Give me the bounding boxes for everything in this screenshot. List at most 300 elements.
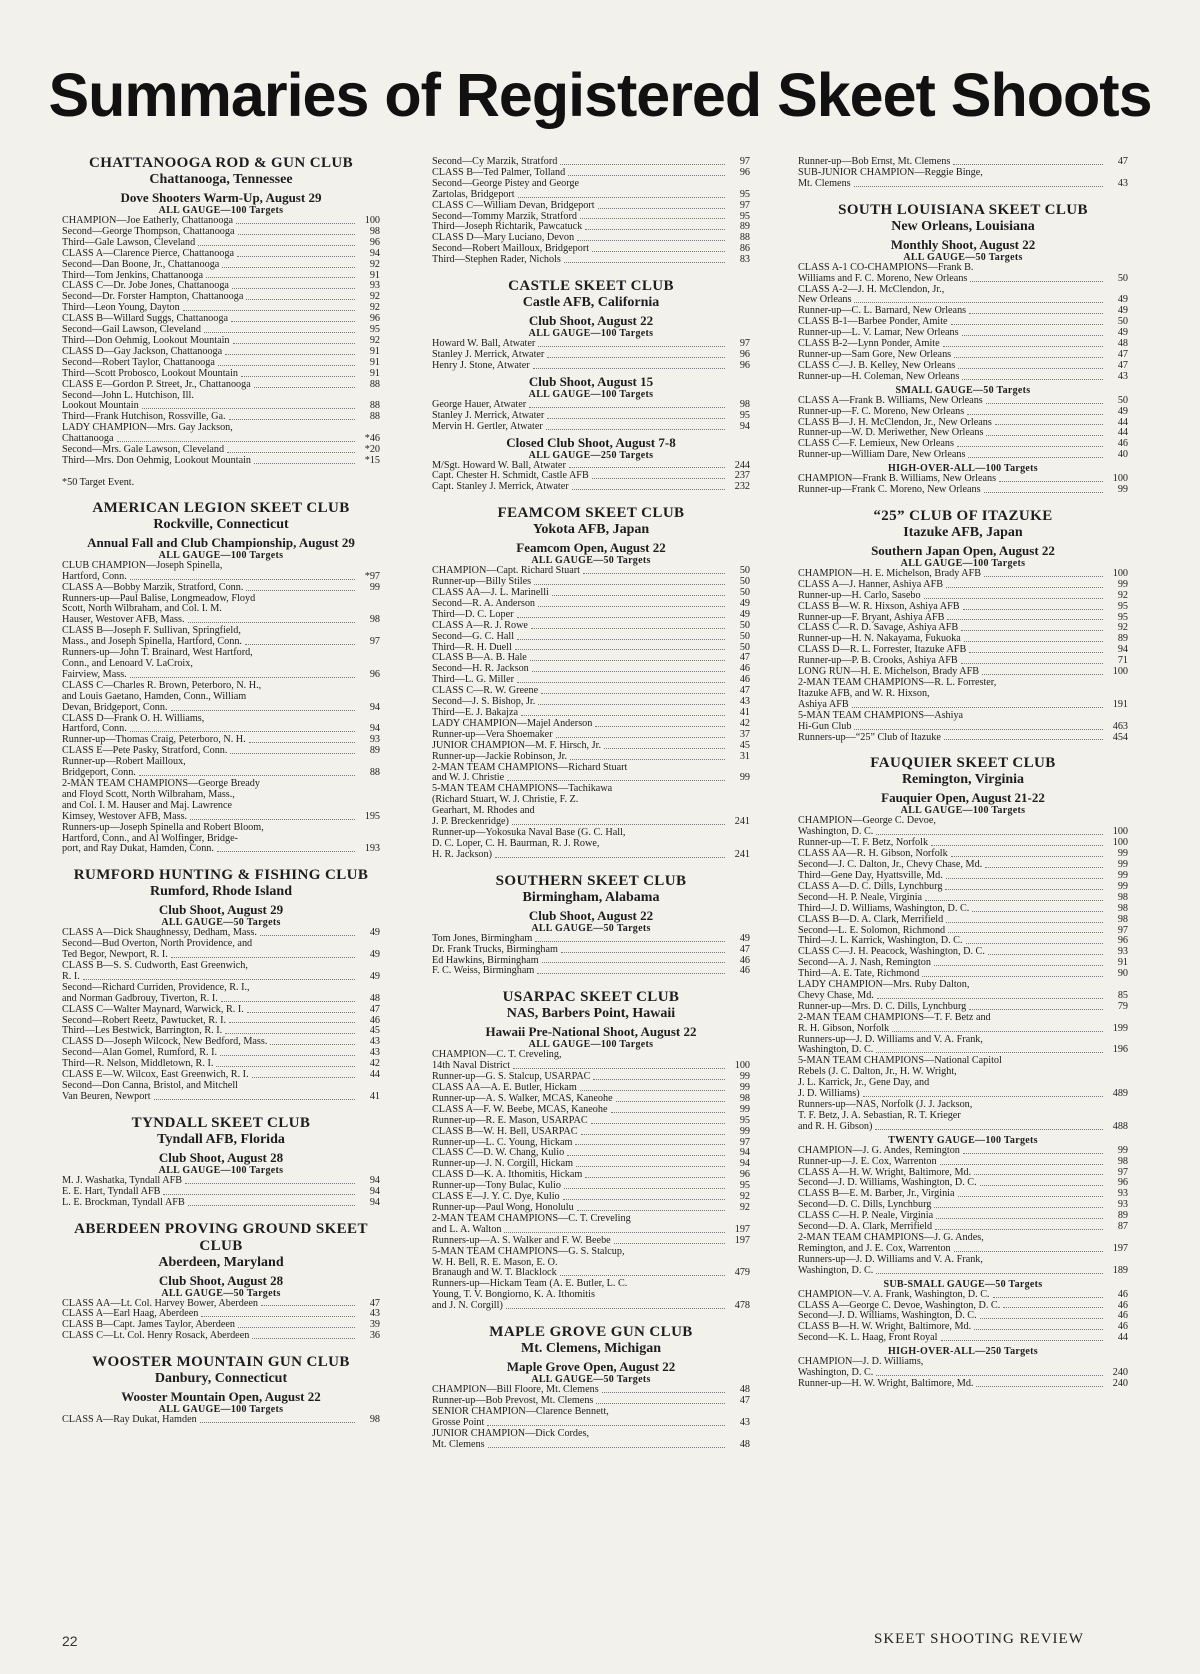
result-score: 42 [739, 717, 750, 729]
result-row [432, 411, 750, 422]
result-score: 95 [1117, 611, 1128, 623]
result-score: 240 [1112, 1377, 1128, 1389]
dot-leader [954, 1251, 1103, 1252]
dot-leader [946, 878, 1103, 879]
result-name: LADY CHAMPION—Majel Anderson [432, 717, 593, 729]
result-score: 43 [739, 1416, 750, 1428]
dot-leader [988, 954, 1103, 955]
dot-leader [552, 595, 725, 596]
result-name: Runner-up—H. Coleman, New Orleans [798, 370, 960, 382]
result-name: Washington, D. C. [798, 1044, 874, 1056]
club-location: Birmingham, Alabama [522, 889, 660, 905]
result-row [432, 201, 750, 212]
result-score: 488 [1112, 1120, 1128, 1132]
result-name: Third—A. E. Tate, Richmond [798, 968, 920, 980]
result-score: 92 [369, 334, 380, 346]
result-score: 92 [1117, 589, 1128, 601]
dot-leader [935, 1229, 1103, 1230]
result-score: 91 [369, 345, 380, 357]
dot-leader [614, 1243, 725, 1244]
dot-leader [201, 1316, 355, 1317]
result-name: and W. J. Christie [432, 772, 505, 784]
result-row [62, 456, 380, 467]
result-name: and Norman Gadbrouy, Tiverton, R. I. [62, 992, 218, 1004]
result-score: 49 [739, 597, 750, 609]
dot-leader [961, 630, 1103, 631]
result-row [62, 812, 380, 823]
result-name: CLASS B-2—Lynn Ponder, Amite [798, 338, 940, 350]
result-score: 97 [739, 1136, 750, 1148]
result-row [432, 1236, 750, 1247]
club-location: NAS, Barbers Point, Hawaii [506, 1006, 676, 1022]
dot-leader [969, 652, 1103, 653]
result-name: Runner-up—Thomas Craig, Peterboro, N. H. [62, 734, 246, 746]
club-section [62, 1354, 380, 1426]
dot-leader [531, 628, 725, 629]
result-score: 89 [369, 745, 380, 757]
club-section [62, 155, 380, 488]
event-gauge: ALL GAUGE—100 Targets [528, 388, 654, 400]
club-name: SOUTH LOUISIANA SKEET CLUB [838, 201, 1088, 218]
result-score: 39 [369, 1319, 380, 1331]
dot-leader [969, 313, 1103, 314]
result-score: 50 [739, 576, 750, 588]
result-score: 99 [739, 1103, 750, 1115]
result-score: 47 [1117, 348, 1128, 360]
result-score: 241 [734, 816, 750, 828]
result-name: CHAMPION—H. E. Michelson, Brady AFB [798, 567, 982, 579]
result-name: JUNIOR CHAMPION—M. F. Hirsch, Jr. [432, 739, 601, 751]
result-name: Ed Hawkins, Birmingham [432, 954, 539, 966]
result-score: 94 [369, 1185, 380, 1197]
result-name: Second—George Thompson, Chattanooga [62, 225, 235, 237]
result-text: LADY CHAMPION—Mrs. Gay Jackson, [62, 422, 233, 434]
result-name: Runner-up—Mrs. D. C. Dills, Lynchburg [798, 1000, 967, 1012]
dot-leader [261, 1305, 355, 1306]
result-text: Runners-up—J. D. Williams and V. A. Frank, [798, 1033, 983, 1045]
result-name: CLASS D—K. A. Ithomitis, Hickam [432, 1169, 583, 1181]
result-name: CHAMPION—Bill Floore, Mt. Clemens [432, 1384, 599, 1396]
dot-leader [572, 489, 725, 490]
result-name: Runners-up—A. S. Walker and F. W. Beebe [432, 1234, 611, 1246]
dot-leader [538, 704, 725, 705]
result-score: 88 [369, 400, 380, 412]
result-text: SENIOR CHAMPION—Clarence Bennett, [432, 1405, 609, 1417]
result-score: 98 [369, 225, 380, 237]
event-group [432, 908, 750, 978]
result-score: 100 [1112, 473, 1128, 485]
dot-leader [980, 1318, 1103, 1319]
event-gauge: ALL GAUGE—50 Targets [531, 555, 651, 567]
result-score: 197 [734, 1234, 750, 1246]
event-group [432, 435, 750, 494]
result-name: Third—Gale Lawson, Cleveland [62, 236, 196, 248]
result-row [62, 1331, 380, 1342]
event-gauge: ALL GAUGE—50 Targets [531, 922, 651, 934]
event-title: Closed Club Shoot, August 7-8 [506, 434, 676, 450]
dot-leader [616, 1101, 725, 1102]
club-name: AMERICAN LEGION SKEET CLUB [92, 499, 350, 516]
result-score: *46 [364, 433, 380, 445]
result-score: 44 [369, 1069, 380, 1081]
dot-leader [245, 644, 355, 645]
result-score: 241 [734, 848, 750, 860]
result-score: 46 [1117, 1288, 1128, 1300]
result-text: Runners-up—Hickam Team (A. E. Butler, L. C. [432, 1278, 628, 1290]
dot-leader [982, 674, 1103, 675]
result-name: Chevy Chase, Md. [798, 989, 874, 1001]
event-gauge: ALL GAUGE—100 Targets [158, 205, 284, 216]
result-score: 46 [739, 674, 750, 686]
result-name: Lookout Mountain [62, 400, 139, 412]
result-text: 5-MAN TEAM CHAMPIONS—National Capitol [798, 1055, 1002, 1067]
result-score: 49 [1117, 294, 1128, 306]
result-name: CLASS B—W. H. Bell, USARPAC [432, 1125, 578, 1137]
dot-leader [583, 573, 725, 574]
result-row [62, 583, 380, 594]
result-text: 2-MAN TEAM CHAMPIONS—C. T. Creveling [432, 1212, 631, 1224]
result-score: 49 [369, 970, 380, 982]
result-row [798, 396, 1128, 407]
result-text: CHAMPION—C. T. Creveling, [432, 1049, 562, 1061]
event-gauge: ALL GAUGE—100 Targets [158, 549, 284, 561]
dot-leader [951, 856, 1103, 857]
result-score: 95 [369, 324, 380, 336]
result-score: 240 [1112, 1367, 1128, 1379]
dot-leader [185, 1183, 355, 1184]
result-score: 99 [1117, 848, 1128, 860]
club-section [798, 202, 1128, 496]
result-name: port, and Ray Dukat, Hamden, Conn. [62, 843, 214, 855]
result-score: 100 [1112, 666, 1128, 678]
event-group [62, 190, 380, 488]
result-text: and Floyd Scott, North Wilbraham, Mass., [62, 788, 235, 800]
dot-leader [229, 1022, 355, 1023]
result-text: CLASS B—Joseph F. Sullivan, Springfield, [62, 625, 241, 637]
event-title: Annual Fall and Club Championship, August 29 [87, 534, 355, 550]
result-name: Third—L. G. Miller [432, 674, 515, 686]
dot-leader [585, 1177, 725, 1178]
dot-leader [936, 1218, 1103, 1219]
result-score: 50 [739, 587, 750, 599]
result-name: CLASS E—J. Y. C. Dye, Kulio [432, 1191, 560, 1203]
dot-leader [591, 1123, 725, 1124]
result-name: CLASS E—W. Wilcox, East Greenwich, R. I. [62, 1069, 249, 1081]
result-score: 97 [369, 636, 380, 648]
dot-leader [852, 707, 1103, 708]
result-score: 89 [739, 221, 750, 233]
result-name: Third—Joseph Richtarik, Pawcatuck [432, 221, 583, 233]
result-name: Tom Jones, Birmingham [432, 932, 533, 944]
event-group [798, 1135, 1128, 1277]
result-score: 189 [1112, 1264, 1128, 1276]
club-section [432, 873, 750, 978]
result-row [432, 422, 750, 433]
dot-leader [585, 229, 725, 230]
result-score: 49 [739, 932, 750, 944]
event-title: Feamcom Open, August 22 [516, 540, 666, 556]
result-row [798, 1122, 1128, 1133]
dot-leader [985, 867, 1103, 868]
result-name: Third—Gene Day, Hyattsville, Md. [798, 869, 943, 881]
result-name: CHAMPION—Capt. Richard Stuart [432, 565, 580, 577]
result-score: 49 [739, 608, 750, 620]
dot-leader [542, 962, 725, 963]
result-name: Second—Dan Boone, Jr., Chattanooga [62, 258, 220, 270]
result-name: CLASS A—Bobby Marzik, Stratford, Conn. [62, 581, 244, 593]
dot-leader [270, 1044, 355, 1045]
event-gauge: ALL GAUGE—250 Targets [528, 449, 654, 461]
result-score: 97 [1117, 924, 1128, 936]
result-score: 41 [369, 1090, 380, 1102]
result-score: 99 [1117, 1144, 1128, 1156]
result-score: 89 [1117, 633, 1128, 645]
club-name: WOOSTER MOUNTAIN GUN CLUB [92, 1354, 350, 1371]
result-row [798, 1024, 1128, 1035]
result-row [798, 1157, 1128, 1168]
result-score: 96 [739, 348, 750, 360]
result-row [432, 945, 750, 956]
result-score: 94 [369, 1196, 380, 1208]
result-text: Second—Richard Curriden, Providence, R. I., [62, 981, 250, 993]
column-right [798, 155, 1128, 1402]
dot-leader [876, 1375, 1103, 1376]
result-name: Runner-up—C. L. Barnard, New Orleans [798, 305, 967, 317]
result-score: 196 [1112, 1044, 1128, 1056]
dot-leader [944, 739, 1103, 740]
column-left [62, 155, 380, 1438]
dot-leader [602, 1392, 725, 1393]
result-row [62, 369, 380, 380]
result-name: and J. N. Corgill) [432, 1300, 503, 1312]
result-name: Third—Stephen Rader, Nichols [432, 254, 561, 266]
result-row [432, 966, 750, 977]
club-location: Tyndall AFB, Florida [157, 1131, 285, 1147]
result-text: 5-MAN TEAM CHAMPIONS—G. S. Stalcup, [432, 1245, 625, 1257]
event-gauge: ALL GAUGE—50 Targets [161, 1287, 281, 1299]
dot-leader [604, 748, 725, 749]
result-score: 46 [369, 1014, 380, 1026]
dot-leader [577, 1210, 725, 1211]
result-score: 97 [739, 156, 750, 167]
result-score: 97 [1117, 1166, 1128, 1178]
result-name: CLASS AA—J. L. Marinelli [432, 587, 549, 599]
column-middle [432, 155, 750, 1463]
dot-leader [980, 1185, 1103, 1186]
result-score: 47 [739, 943, 750, 955]
result-score: 489 [1112, 1088, 1128, 1100]
result-row [798, 904, 1128, 915]
result-score: 91 [369, 356, 380, 368]
result-name: CLASS A—George C. Devoe, Washington, D. C. [798, 1299, 1001, 1311]
result-row [62, 1198, 380, 1209]
footnote: *50 Target Event. [62, 476, 135, 488]
result-score: 98 [369, 614, 380, 626]
result-name: Third—Tom Jenkins, Chattanooga [62, 269, 204, 281]
result-name: CLASS A—Frank B. Williams, New Orleans [798, 394, 983, 406]
dot-leader [945, 889, 1103, 890]
result-name: Second—J. D. Williams, Washington, D. C. [798, 1310, 977, 1322]
result-text: CLASS B—S. S. Cudworth, East Greenwich, [62, 960, 248, 972]
result-name: Runner-up—G. S. Stalcup, USARPAC [432, 1071, 591, 1083]
club-location: Yokota AFB, Japan [532, 522, 650, 538]
result-score: 96 [739, 166, 750, 178]
result-score: 96 [739, 359, 750, 371]
result-name: New Orleans [798, 294, 852, 306]
result-score: 46 [1117, 438, 1128, 450]
result-score: 95 [739, 409, 750, 421]
dot-leader [532, 671, 725, 672]
dot-leader [246, 299, 355, 300]
result-text: 5-MAN TEAM CHAMPIONS—Tachikawa [432, 783, 613, 795]
event-gauge: ALL GAUGE—50 Targets [903, 251, 1023, 263]
dot-leader [854, 729, 1103, 730]
dot-leader [238, 234, 355, 235]
event-title: Club Shoot, August 28 [158, 1272, 284, 1288]
event-gauge: HIGH-OVER-ALL—250 Targets [887, 1346, 1038, 1358]
result-name: Second—Robert Taylor, Chattanooga [62, 356, 215, 368]
result-score: 94 [369, 1174, 380, 1186]
result-score: 87 [1117, 1221, 1128, 1233]
dot-leader [963, 1153, 1103, 1154]
result-score: 48 [1117, 338, 1128, 350]
event-gauge: ALL GAUGE—100 Targets [900, 557, 1026, 569]
club-section [432, 278, 750, 493]
result-name: Howard W. Ball, Atwater [432, 338, 536, 350]
result-score: *20 [364, 444, 380, 456]
club-location: Mt. Clemens, Michigan [521, 1341, 661, 1357]
dot-leader [534, 584, 725, 585]
result-name: CLASS AA—Lt. Col. Harvey Bower, Aberdeen [62, 1297, 258, 1309]
dot-leader [218, 365, 355, 366]
result-score: 93 [1117, 1199, 1128, 1211]
result-name: M. J. Washatka, Tyndall AFB [62, 1174, 183, 1186]
result-row [432, 1301, 750, 1312]
event-group [798, 237, 1128, 383]
event-group [798, 790, 1128, 1132]
dot-leader [876, 1052, 1103, 1053]
result-name: Runner-up—J. E. Cox, Warrenton [798, 1155, 937, 1167]
dot-leader [252, 1338, 355, 1339]
result-text: 2-MAN TEAM CHAMPIONS—T. F. Betz and [798, 1011, 991, 1023]
result-name: CHAMPION—Joe Eatherly, Chattanooga [62, 215, 234, 226]
dot-leader [875, 1129, 1103, 1130]
result-name: Second—Dr. Forster Hampton, Chattanooga [62, 291, 244, 303]
page-number: 22 [62, 1633, 78, 1649]
result-name: CLASS A—Ray Dukat, Hamden [62, 1414, 197, 1426]
dot-leader [83, 979, 355, 980]
dot-leader [925, 900, 1103, 901]
result-name: Runner-up—William Dare, New Orleans [798, 449, 966, 461]
event-group [798, 463, 1128, 496]
result-score: 43 [369, 1308, 380, 1320]
result-name: J. D. Williams) [798, 1088, 860, 1100]
result-score: 94 [739, 1158, 750, 1170]
dot-leader [963, 609, 1103, 610]
club-name: FAUQUIER SKEET CLUB [870, 755, 1056, 772]
result-row [432, 850, 750, 861]
result-name: Chattanooga [62, 433, 114, 445]
dot-leader [142, 408, 355, 409]
event-gauge: SMALL GAUGE—50 Targets [895, 384, 1031, 396]
dot-leader [598, 208, 725, 209]
result-name: CLASS C—J. B. Kelley, New Orleans [798, 359, 956, 371]
club-section [432, 989, 750, 1312]
club-location: Rumford, Rhode Island [150, 884, 292, 900]
result-score: 47 [369, 1003, 380, 1015]
event-title: Club Shoot, August 22 [528, 313, 654, 329]
result-score: 50 [1117, 316, 1128, 328]
result-row [798, 1333, 1128, 1344]
dot-leader [934, 965, 1103, 966]
result-name: CLASS A—Clarence Pierce, Chattanooga [62, 247, 235, 259]
club-location: New Orleans, Louisiana [891, 218, 1035, 234]
dot-leader [512, 824, 725, 825]
result-name: R. H. Gibson, Norfolk [798, 1022, 890, 1034]
result-name: CLASS C—H. P. Neale, Virginia [798, 1210, 934, 1222]
club-name: SOUTHERN SKEET CLUB [495, 872, 687, 889]
result-row [432, 752, 750, 763]
result-name: Runner-up—P. B. Crooks, Ashiya AFB [798, 655, 958, 667]
result-row [62, 1005, 380, 1016]
result-name: Third—Scott Probosco, Lookout Mountain [62, 367, 239, 379]
result-name: CLASS A—Earl Haag, Aberdeen [62, 1308, 199, 1320]
result-name: Third—R. Nelson, Middletown, R. I. [62, 1058, 214, 1070]
result-score: 99 [739, 1082, 750, 1094]
dot-leader [547, 357, 725, 358]
result-name: Runner-up—Tony Bulac, Kulio [432, 1180, 561, 1192]
dot-leader [232, 288, 355, 289]
result-score: 98 [1117, 1155, 1128, 1167]
result-score: 100 [1112, 567, 1128, 579]
result-score: 244 [734, 459, 750, 471]
result-row [432, 632, 750, 643]
result-name: Third—R. H. Duell [432, 641, 512, 653]
result-name: Ted Begor, Newport, R. I. [62, 949, 168, 961]
club-section [62, 1221, 380, 1343]
result-row [432, 255, 750, 266]
result-name: CLASS B—Willard Suggs, Chattanooga [62, 313, 228, 325]
result-text: and Louis Gaetano, Hamden, Conn., William [62, 690, 247, 702]
result-score: 99 [1117, 578, 1128, 590]
club-section [432, 505, 750, 860]
result-score: 48 [739, 1384, 750, 1396]
result-text: Second—John L. Hutchison, Ill. [62, 389, 194, 401]
club-name: TYNDALL SKEET CLUB [131, 1114, 311, 1131]
dot-leader [974, 1174, 1103, 1175]
result-text: CLUB CHAMPION—Joseph Spinella, [62, 559, 223, 571]
event-group [62, 535, 380, 855]
result-score: 85 [1117, 989, 1128, 1001]
dot-leader [957, 446, 1103, 447]
dot-leader [521, 715, 725, 716]
result-score: 94 [369, 723, 380, 735]
dot-leader [487, 1425, 725, 1426]
dot-leader [569, 467, 725, 468]
result-name: Dr. Frank Trucks, Birmingham [432, 943, 558, 955]
result-text: Runners-up—Paul Balise, Longmeadow, Floyd [62, 592, 256, 604]
result-name: E. E. Hart, Tyndall AFB [62, 1185, 161, 1197]
dot-leader [541, 693, 725, 694]
result-row [798, 450, 1128, 461]
result-score: 46 [1117, 1299, 1128, 1311]
dot-leader [535, 941, 725, 942]
result-name: Second—Tommy Marzik, Stratford [432, 210, 577, 222]
result-name: CLASS B—H. W. Wright, Baltimore, Md. [798, 1321, 972, 1333]
result-score: 50 [1117, 394, 1128, 406]
event-gauge: ALL GAUGE—100 Targets [528, 1039, 654, 1051]
dot-leader [533, 368, 725, 369]
